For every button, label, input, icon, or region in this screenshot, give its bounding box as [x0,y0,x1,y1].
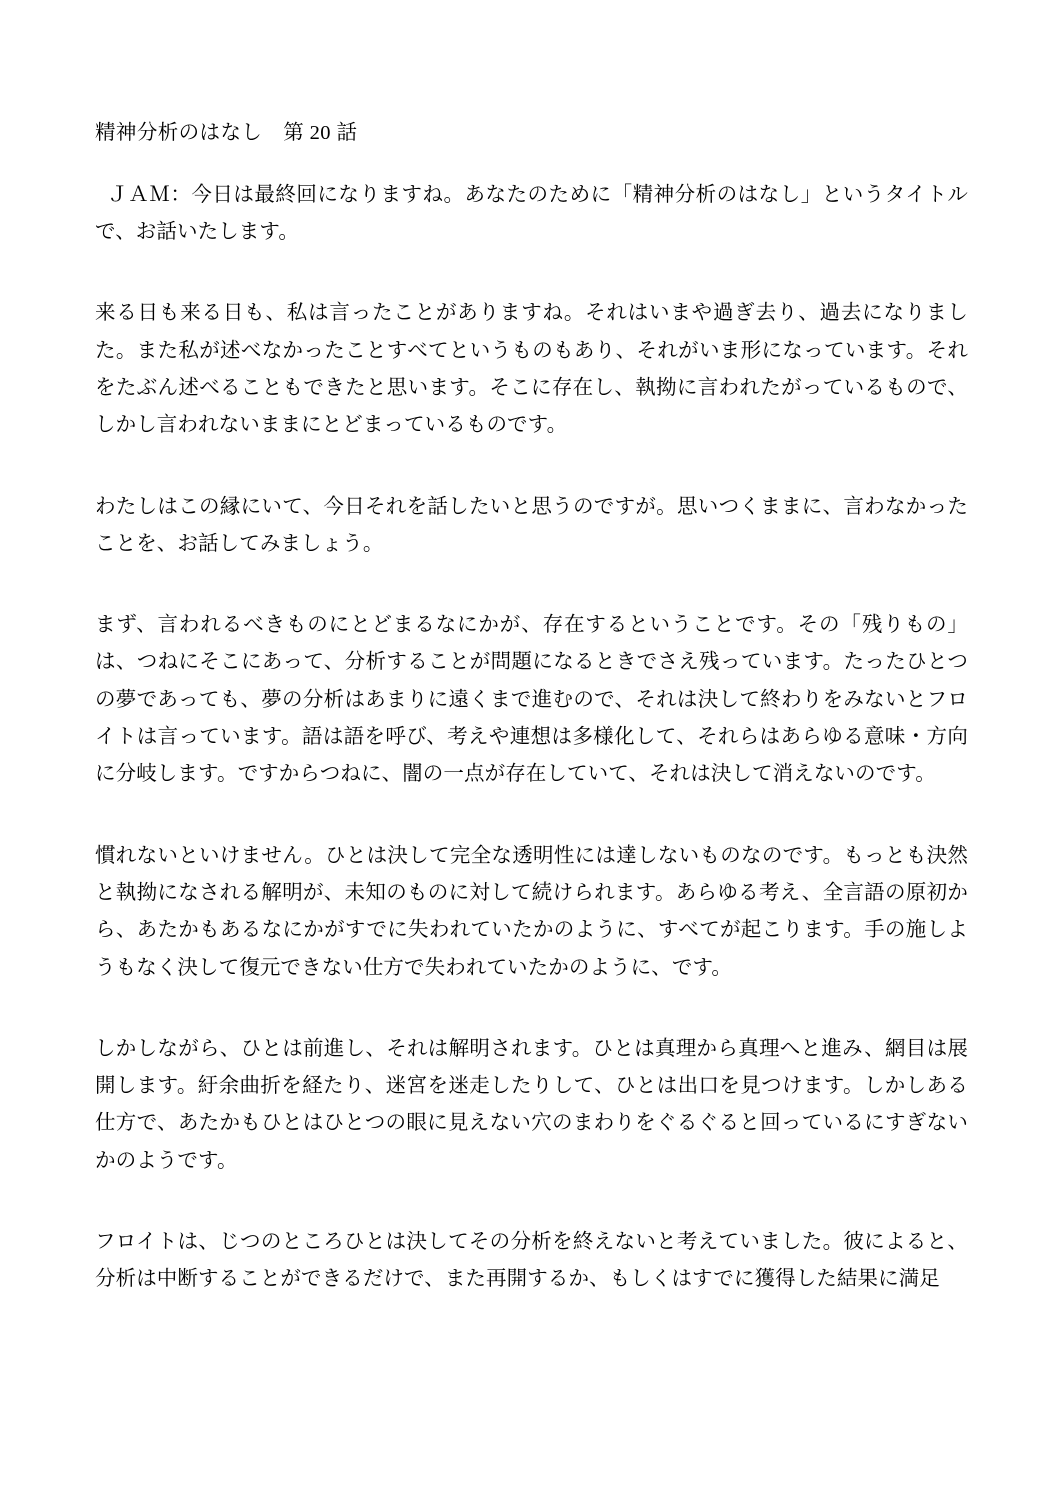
paragraph-7: フロイトは、じつのところひとは決してその分析を終えないと考えていました。彼によると、分析は中断することができるだけで、また再開するか、もしくはすでに獲得した結果に満足 [95,1230,968,1291]
page-title: 精神分析のはなし 第 20 話 [95,122,358,144]
paragraph-2: 来る日も来る日も、私は言ったことがありますね。それはいまや過ぎ去り、過去になりました。また私が述べなかったことすべてというものもあり、それがいま形になっています。それをたぶん述べることもできたと思います。そこに存在し、執拗に言われたがっているもので、しかし言われないままにとどまっているものです。 [95,302,968,437]
paragraph-4: まず、言われるべきものにとどまるなにかが、存在するということです。その「残りもの」は、つねにそこにあって、分析することが問題になるときでさえ残っています。たったひとつの夢であっても、夢の分析はあまりに遠くまで進むので、それは決して終わりをみないとフロイトは言っています。語は語を呼び、考えや連想は多様化して、それらはあらゆる意味・方向に分岐します。ですからつねに、闇の一点が存在していて、それは決して消えないのです。 [95,614,968,786]
paragraph-1: ＪＡＭ：今日は最終回になりますね。あなたのために「精神分析のはなし」というタイトルで、お話いたします。 [95,183,968,244]
paragraph-6: しかしながら、ひとは前進し、それは解明されます。ひとは真理から真理へと進み、網目は展開します。紆余曲折を経たり、迷宮を迷走したりして、ひとは出口を見つけます。しかしある仕方で、あたかもひとはひとつの眼に見えない穴のまわりをぐるぐると回っているにすぎないかのようです。 [95,1037,968,1172]
paragraph-5: 慣れないといけません。ひとは決して完全な透明性には達しないものなのです。もっとも決然と執拗になされる解明が、未知のものに対して続けられます。あらゆる考え、全言語の原初から、あたかもあるなにかがすでに失われていたかのように、すべてが起こります。手の施しようもなく決して復元できない仕方で失われていたかのように、です。 [95,844,968,979]
paragraph-3: わたしはこの縁にいて、今日それを話したいと思うのですが。思いつくままに、言わなかったことを、お話してみましょう。 [95,495,968,555]
